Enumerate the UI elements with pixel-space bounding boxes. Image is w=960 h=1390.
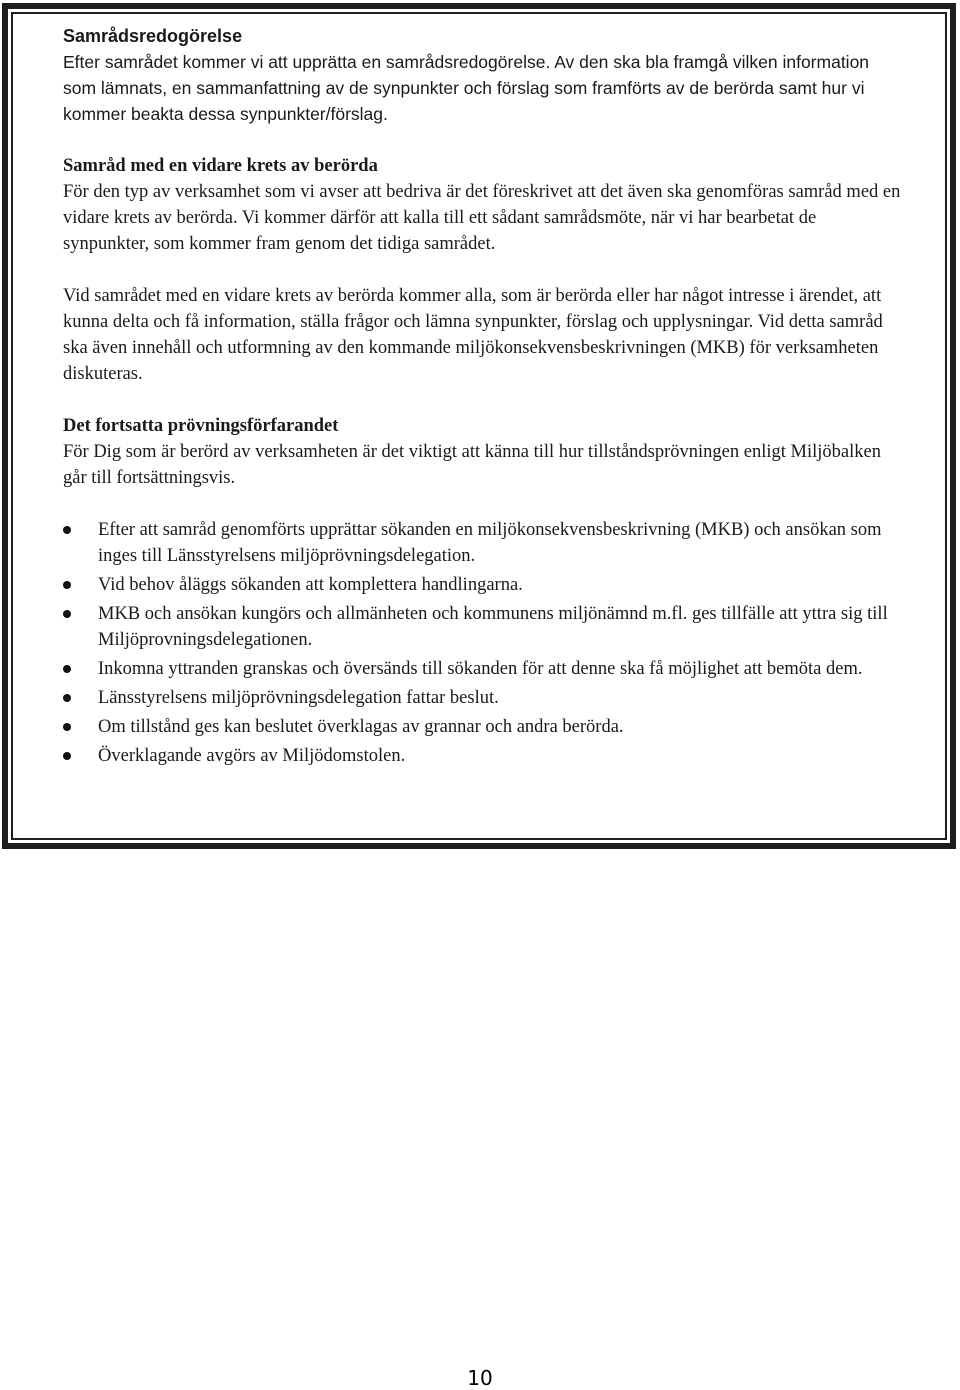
bullet-icon [63,581,71,589]
list-item [63,517,903,569]
list-item-text: Vid behov åläggs sökanden att komplettera handlingarna. [98,575,523,595]
list-item [63,714,903,740]
list-item [63,572,903,598]
list-item [63,685,903,711]
box-content [63,23,903,772]
section-title-provningsforfarandet: Det fortsatta prövningsförfarandet [63,416,339,436]
bordered-text-box [2,3,956,849]
paragraph-vidare-krets-2: Vid samrådet med en vidare krets av berörda kommer alla, som är berörda eller har något intresse i ärendet, att kunna delta och få information, ställa frågor och lämna synpunkter, förslag och upplysningar. Vid detta samråd ska även innehåll och utformning av den kommande miljökonsekvensbeskrivningen (MKB) för verksamheten diskuteras. [63,286,883,384]
list-item-text: Länsstyrelsens miljöprövningsdelegation fattar beslut. [98,688,499,708]
page-number: 10 [467,1366,493,1390]
list-item [63,743,903,769]
section-title-samradsredogorelse: Samrådsredogörelse [63,26,243,46]
bullet-icon [63,694,71,702]
list-item-text: Om tillstånd ges kan beslutet överklagas av grannar och andra berörda. [98,717,624,737]
bullet-icon [63,665,71,673]
paragraph-vidare-krets-1: För den typ av verksamhet som vi avser att bedriva är det föreskrivet att det även ska genomföras samråd med en vidare krets av berörda. Vi kommer därför att kalla till ett sådant samrådsmöte, när vi har bearbetat de synpunkter, som kommer fram genom det tidiga samrådet. [63,182,901,254]
list-item [63,601,903,653]
paragraph-samradsredogorelse: Efter samrådet kommer vi att upprätta en samrådsredogörelse. Av den ska bla framgå vilken information som lämnats, en sammanfattning av de synpunkter och förslag som framförts av de berörda samt hur vi kommer beakta dessa synpunkter/förslag. [63,52,870,124]
list-item-text: Inkomna yttranden granskas och översänds till sökanden för att denne ska få möjlighet att bemöta dem. [98,659,863,679]
bullet-icon [63,723,71,731]
list-item-text: Överklagande avgörs av Miljödomstolen. [98,746,406,766]
section-title-vidare-krets: Samråd med en vidare krets av berörda [63,156,378,176]
bullet-icon [63,610,71,618]
list-item-text: MKB och ansökan kungörs och allmänheten och kommunens miljönämnd m.fl. ges tillfälle att yttra sig till Miljöprovningsdelegationen. [98,604,888,650]
process-steps-list [63,517,903,769]
bullet-icon [63,526,71,534]
paragraph-provningsforfarandet: För Dig som är berörd av verksamheten är det viktigt att känna till hur tillståndsprövningen enligt Miljöbalken går till fortsättningsvis. [63,442,881,488]
list-item-text: Efter att samråd genomförts upprättar sökanden en miljökonsekvensbeskrivning (MKB) och ansökan som inges till Länsstyrelsens miljöprövningsdelegation. [98,520,882,566]
bullet-icon [63,752,71,760]
list-item [63,656,903,682]
